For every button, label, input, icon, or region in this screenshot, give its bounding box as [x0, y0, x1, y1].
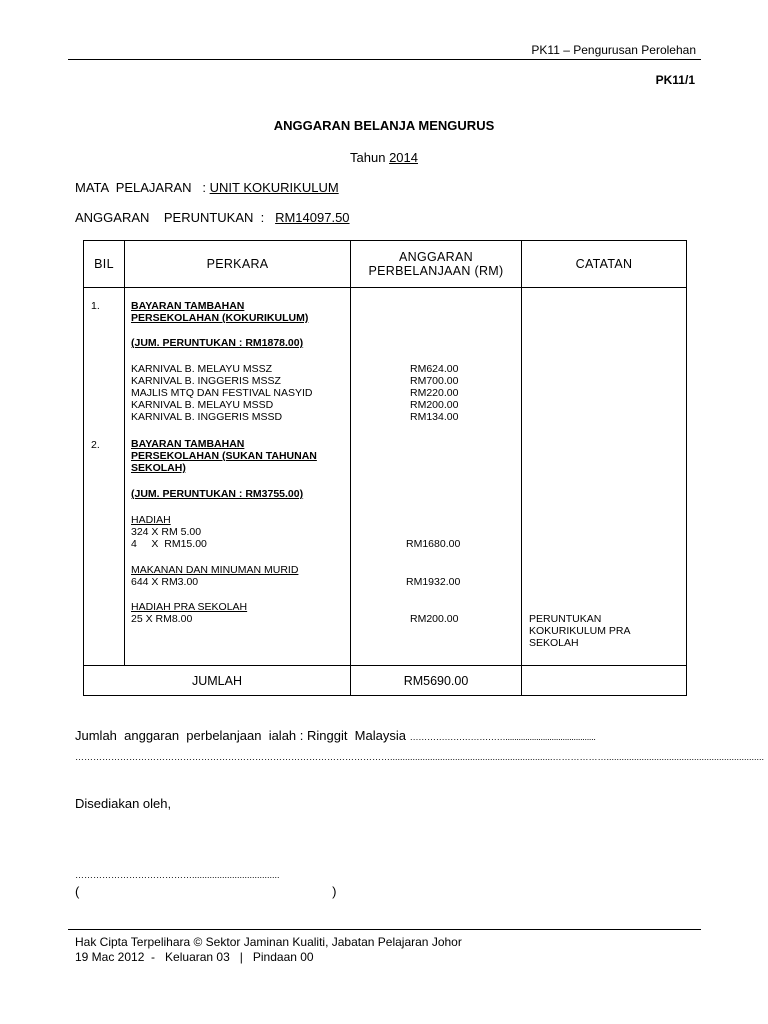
- signature-name-brackets: ( ): [75, 884, 337, 899]
- hadiah-line: 4 X RM15.00: [131, 538, 207, 550]
- section1-title-2: PERSEKOLAHAN (KOKURIKULUM): [131, 312, 309, 324]
- catatan-line: PERUNTUKAN: [529, 613, 602, 625]
- header-catatan: CATATAN: [522, 241, 687, 288]
- header-anggaran: [351, 241, 522, 288]
- section1-item: KARNIVAL B. INGGERIS MSSZ: [131, 375, 281, 387]
- prasekolah-label: HADIAH PRA SEKOLAH: [131, 601, 248, 613]
- section2-allocation: (JUM. PERUNTUKAN : RM3755.00): [131, 488, 304, 500]
- footer-revision: 19 Mac 2012 - Keluaran 03 | Pindaan 00: [75, 950, 314, 964]
- form-code: PK11/1: [655, 73, 695, 87]
- summary-line: [75, 728, 596, 743]
- catatan-line: SEKOLAH: [529, 637, 579, 649]
- form-reference: PK11 – Pengurusan Perolehan: [531, 43, 696, 57]
- allocation-label: ANGGARAN PERUNTUKAN :: [75, 210, 276, 225]
- section1-amount: RM200.00: [410, 399, 459, 411]
- summary-text: Jumlah anggaran perbelanjaan ialah : Ringgit Malaysia: [75, 728, 410, 743]
- section1-amount: RM624.00: [410, 363, 459, 375]
- allocation-line: [75, 210, 350, 225]
- budget-table: [83, 240, 687, 696]
- subject-value: UNIT KOKURIKULUM: [209, 180, 339, 195]
- prasekolah-amount: RM200.00: [410, 613, 459, 625]
- bil-2: 2.: [91, 439, 100, 451]
- perkara-cell: [125, 288, 351, 666]
- hadiah-label: HADIAH: [131, 514, 171, 526]
- bil-1: 1.: [91, 300, 100, 312]
- section2-title-1: BAYARAN TAMBAHAN: [131, 438, 245, 450]
- section1-title-1: BAYARAN TAMBAHAN: [131, 300, 245, 312]
- hadiah-line: 324 X RM 5.00: [131, 526, 202, 538]
- subject-line: [75, 180, 339, 195]
- year-label: Tahun: [350, 150, 390, 165]
- header-perkara: PERKARA: [125, 241, 351, 288]
- total-value: RM5690.00: [351, 666, 522, 696]
- total-catatan: [522, 666, 687, 696]
- document-title: ANGGARAN BELANJA MENGURUS: [273, 118, 495, 133]
- section2-title-2: PERSEKOLAHAN (SUKAN TAHUNAN: [131, 450, 317, 462]
- table-body-row: [84, 288, 687, 666]
- makanan-line: 644 X RM3.00: [131, 576, 199, 588]
- bil-cell: [84, 288, 125, 666]
- section2-title-3: SEKOLAH): [131, 462, 186, 474]
- section1-allocation: (JUM. PERUNTUKAN : RM1878.00): [131, 337, 304, 349]
- footer-copyright: Hak Cipta Terpelihara © Sektor Jaminan Kualiti, Jabatan Pelajaran Johor: [75, 935, 462, 949]
- catatan-line: KOKURIKULUM PRA: [529, 625, 631, 637]
- header-anggaran-line2: PERBELANJAAN (RM): [368, 264, 504, 278]
- catatan-cell: [522, 288, 687, 666]
- prasekolah-line: 25 X RM8.00: [131, 613, 193, 625]
- section1-item: KARNIVAL B. INGGERIS MSSD: [131, 411, 283, 423]
- hadiah-amount: RM1680.00: [406, 538, 461, 550]
- anggaran-cell: [351, 288, 522, 666]
- allocation-value: RM14097.50: [275, 210, 350, 225]
- subject-label: MATA PELAJARAN :: [75, 180, 210, 195]
- section1-amount: RM700.00: [410, 375, 459, 387]
- footer-rule: [68, 929, 701, 930]
- signature-dots: …………………………………...................................: [75, 870, 280, 880]
- section1-amount: RM134.00: [410, 411, 459, 423]
- section1-item: KARNIVAL B. MELAYU MSSZ: [131, 363, 273, 375]
- total-row: [84, 666, 687, 696]
- section1-item: MAJLIS MTQ DAN FESTIVAL NASYID: [131, 387, 313, 399]
- summary-dots-line: …………………………………………………………………………………………….................................................................………………...............................................................: [75, 752, 765, 762]
- header-anggaran-line1: ANGGARAN: [399, 250, 473, 264]
- summary-dots: …………………………….........................................: [409, 732, 596, 742]
- total-label: JUMLAH: [84, 666, 351, 696]
- year-line: [0, 150, 768, 165]
- section1-item: KARNIVAL B. MELAYU MSSD: [131, 399, 274, 411]
- makanan-amount: RM1932.00: [406, 576, 461, 588]
- header-bil: BIL: [84, 241, 125, 288]
- table-header-row: [84, 241, 687, 288]
- year-value: 2014: [389, 150, 418, 165]
- section1-amount: RM220.00: [410, 387, 459, 399]
- header-rule: [68, 59, 701, 60]
- makanan-label: MAKANAN DAN MINUMAN MURID: [131, 564, 299, 576]
- prepared-by-label: Disediakan oleh,: [75, 796, 172, 811]
